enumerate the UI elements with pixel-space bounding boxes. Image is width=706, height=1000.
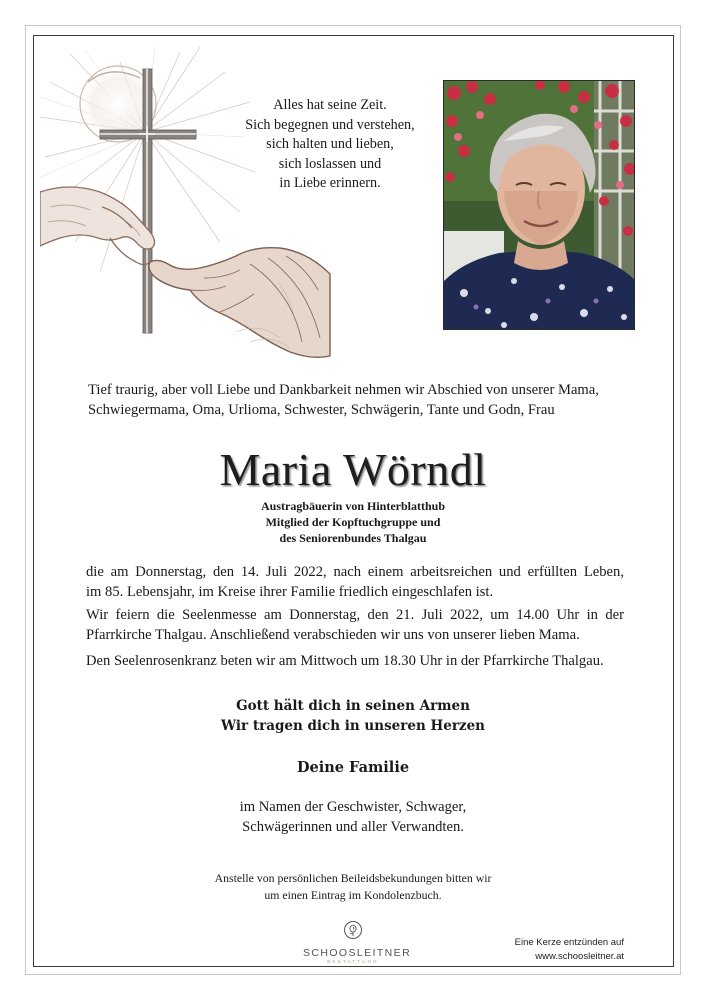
condolence-note (0, 870, 706, 904)
relatives-line: Schwägerinnen und aller Verwandten. (242, 819, 464, 835)
candle-url[interactable]: www.schoosleitner.at (535, 951, 624, 962)
cross-hands-illustration (40, 42, 340, 367)
rosary-paragraph (86, 651, 624, 671)
portrait-photo-icon (444, 81, 635, 330)
logo-subline: BESTATTUNG (327, 960, 379, 965)
poem-line: sich halten und lieben, (266, 136, 394, 152)
candle-link[interactable] (480, 936, 624, 964)
role-line: Austragbäuerin von Hinterblatthub (260, 499, 446, 513)
relatives-line: im Namen der Geschwister, Schwager, (239, 799, 467, 815)
poem-line: Sich begegnen und verstehen, (245, 116, 415, 133)
intro-text (88, 380, 622, 420)
poem-line: in Liebe erinnern. (279, 175, 381, 191)
candle-text: Eine Kerze entzünden auf (514, 937, 624, 948)
closing-verse (0, 696, 706, 736)
role-line: Mitglied der Kopftuchgruppe und (265, 515, 441, 529)
family-signature: Deine Familie (296, 759, 410, 776)
rose-emblem-icon (343, 920, 363, 940)
intro-line: Schwiegermama, Oma, Urlioma, Schwester, Schwägerin, Tante und Godn, Frau (88, 402, 555, 418)
paragraph-line: Den Seelenrosenkranz beten wir am Mittwoch um 18.30 Uhr in der Pfarrkirche Thalgau. (86, 653, 604, 669)
cross-hands-icon (40, 42, 340, 367)
condolence-line: um einen Eintrag im Kondolenzbuch. (264, 888, 442, 902)
deceased-roles (0, 498, 706, 546)
relatives-note (0, 797, 706, 837)
funeral-mass-paragraph (86, 605, 624, 645)
poem-line: sich loslassen und (278, 155, 382, 172)
logo-brand: SCHOOSLEITNER (303, 947, 412, 959)
poem (225, 96, 435, 194)
deceased-name: Maria Wörndl (219, 444, 487, 495)
paragraph-line: die am Donnerstag, den 14. Juli 2022, nach einem arbeitsreichen und erfüllten Leben, (86, 564, 624, 580)
death-notice-paragraph (86, 562, 624, 602)
portrait-photo (443, 80, 635, 330)
role-line: des Seniorenbundes Thalgau (279, 531, 427, 545)
poem-line: Alles hat seine Zeit. (273, 97, 387, 113)
closing-line: Wir tragen dich in unseren Herzen (220, 718, 485, 734)
intro-line: Tief traurig, aber voll Liebe und Dankbarkeit nehmen wir Abschied von unserer Mama, (88, 382, 599, 398)
paragraph-line: Wir feiern die Seelenmesse am Donnerstag, den 21. Juli 2022, um 14.00 Uhr in der (86, 607, 624, 623)
closing-line: Gott hält dich in seinen Armen (236, 698, 470, 714)
funeral-home-logo[interactable] (303, 920, 412, 965)
condolence-line: Anstelle von persönlichen Beileidsbekundungen bitten wir (214, 871, 492, 885)
paragraph-line: Pfarrkirche Thalgau. Anschließend verabschieden wir uns von unserer lieben Mama. (86, 627, 580, 643)
paragraph-line: im 85. Lebensjahr, im Kreise ihrer Familie friedlich eingeschlafen ist. (86, 584, 494, 600)
